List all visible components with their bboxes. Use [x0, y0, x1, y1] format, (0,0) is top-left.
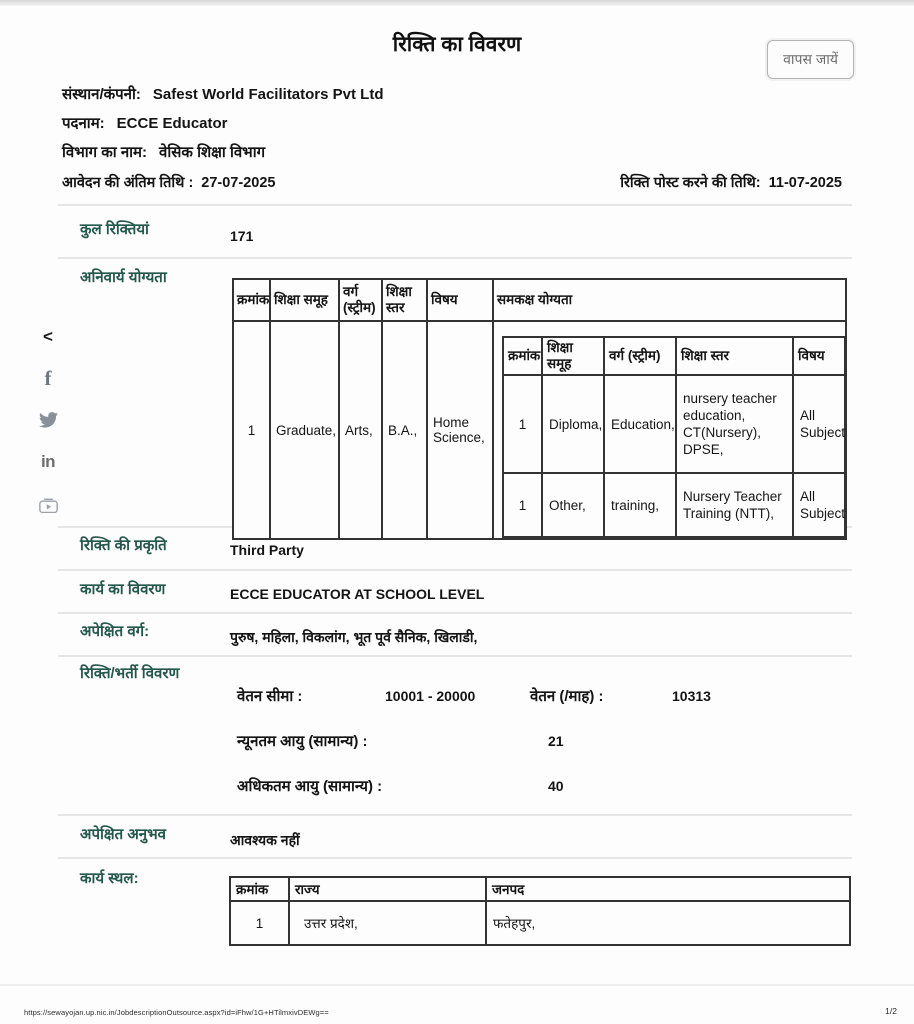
column-header: वर्ग (स्ट्रीम) [604, 337, 676, 375]
table-cell: B.A., [382, 321, 427, 539]
company-label: संस्थान/कंपनी: [62, 86, 141, 103]
column-header: शिक्षा स्तर [382, 279, 427, 321]
divider [58, 569, 852, 571]
divider [58, 857, 852, 859]
vacancy-nature-label: रिक्ति की प्रकृति [80, 537, 167, 554]
dates-row [62, 172, 842, 192]
table-cell: Diploma, [542, 375, 604, 473]
total-vacancies-value: 171 [230, 228, 254, 244]
column-header: विषय [427, 279, 493, 321]
min-age-value: 21 [548, 733, 564, 749]
column-header: जनपद [486, 877, 850, 901]
table-cell: उत्तर प्रदेश, [289, 901, 486, 945]
location-row [230, 901, 850, 945]
work-location-label: कार्य स्थल: [80, 870, 139, 887]
column-header: विषय [793, 337, 845, 375]
sidebar-collapse-icon[interactable]: < [43, 327, 53, 346]
column-header: शिक्षा स्तर [676, 337, 793, 375]
table-cell: 1 [503, 473, 542, 537]
column-header: क्रमांक [233, 279, 270, 321]
table-cell: Home Science, [427, 321, 493, 539]
posted-date-label: रिक्ति पोस्ट करने की तिथि: [620, 175, 761, 191]
linkedin-icon[interactable]: in [40, 452, 56, 471]
equivalent-qualification-cell [493, 321, 846, 539]
job-description-value: ECCE EDUCATOR AT SCHOOL LEVEL [230, 586, 485, 602]
qualification-table [232, 278, 847, 540]
total-vacancies-label: कुल रिक्तियां [80, 221, 149, 238]
expected-category-label: अपेक्षित वर्ग: [80, 623, 150, 640]
job-header-info [62, 84, 384, 171]
divider [58, 257, 852, 259]
divider [0, 984, 914, 986]
table-cell: nursery teacher education, CT(Nursery), DPSE, [676, 375, 793, 473]
mandatory-qualification-label: अनिवार्य योग्यता [80, 269, 167, 286]
designation-value: ECCE Educator [116, 115, 228, 132]
last-date-label: आवेदन की अंतिम तिथि : [62, 175, 194, 191]
divider [58, 814, 852, 816]
equivalent-qualification-table [502, 336, 846, 538]
posted-date-value: 11-07-2025 [768, 175, 842, 191]
scan-artifact-strip [0, 0, 914, 6]
divider [58, 204, 852, 206]
table-cell: Other, [542, 473, 604, 537]
salary-month-label: वेतन (/माह) : [530, 688, 604, 705]
recruitment-details-label: रिक्ति/भर्ती विवरण [80, 665, 180, 682]
posted-date [620, 172, 842, 192]
qualification-header-row [233, 279, 846, 321]
table-cell: 1 [233, 321, 270, 539]
last-date [62, 172, 275, 192]
table-cell: training, [604, 473, 676, 537]
facebook-icon[interactable]: f [44, 366, 52, 390]
column-header: शिक्षा समूह [270, 279, 339, 321]
equivalent-header-row [503, 337, 845, 375]
back-button[interactable]: वापस जायें [767, 40, 854, 79]
table-cell: 1 [503, 375, 542, 473]
expected-experience-label: अपेक्षित अनुभव [80, 826, 167, 843]
expected-experience-value: आवश्यक नहीं [230, 832, 300, 848]
column-header: राज्य [289, 877, 486, 901]
vacancy-nature-value: Third Party [230, 542, 304, 558]
salary-range-value: 10001 - 20000 [385, 688, 476, 704]
table-cell: Arts, [339, 321, 382, 539]
qualification-row [233, 321, 846, 539]
min-age-label: न्यूनतम आयु (सामान्य) : [237, 733, 368, 750]
location-table [229, 876, 851, 946]
table-cell: Nursery Teacher Training (NTT), [676, 473, 793, 537]
equivalent-row [503, 375, 845, 473]
table-cell: फतेहपुर, [486, 901, 850, 945]
location-header-row [230, 877, 850, 901]
column-header: क्रमांक [503, 337, 542, 375]
last-date-value: 27-07-2025 [201, 175, 276, 191]
column-header: क्रमांक [230, 877, 289, 901]
department-row [62, 142, 384, 164]
salary-month-value: 10313 [672, 688, 711, 704]
column-header: शिक्षा समूह [542, 337, 604, 375]
divider [58, 612, 852, 614]
table-cell: All Subject [793, 375, 845, 473]
table-cell: All Subject [793, 473, 845, 537]
company-row [62, 84, 384, 106]
salary-range-label: वेतन सीमा : [237, 688, 303, 705]
page-title: रिक्ति का विवरण [392, 33, 522, 56]
twitter-icon[interactable] [36, 412, 60, 433]
equivalent-row [503, 473, 845, 537]
max-age-value: 40 [548, 778, 564, 794]
column-header: समकक्ष योग्यता [493, 279, 846, 321]
table-cell: Graduate, [270, 321, 339, 539]
table-cell: Education, [604, 375, 676, 473]
company-value: Safest World Facilitators Pvt Ltd [152, 86, 384, 103]
department-value: वेसिक शिक्षा विभाग [159, 144, 266, 161]
page-indicator: 1/2 [885, 1006, 897, 1016]
job-description-label: कार्य का विवरण [80, 581, 166, 598]
footer-url: https://sewayojan.up.nic.in/JobdescriptionOutsource.aspx?id=iFhw/1G+HTilmxivDEWg== [24, 1008, 329, 1017]
department-label: विभाग का नाम: [62, 144, 148, 161]
divider [58, 655, 852, 657]
expected-category-value: पुरुष, महिला, विकलांग, भूत पूर्व सैनिक, खिलाडी, [230, 629, 478, 645]
column-header: वर्ग (स्ट्रीम) [339, 279, 382, 321]
designation-row [62, 113, 384, 135]
table-cell: 1 [230, 901, 289, 945]
youtube-icon[interactable] [36, 498, 60, 518]
max-age-label: अधिकतम आयु (सामान्य) : [237, 778, 383, 795]
designation-label: पदनाम: [62, 115, 105, 132]
